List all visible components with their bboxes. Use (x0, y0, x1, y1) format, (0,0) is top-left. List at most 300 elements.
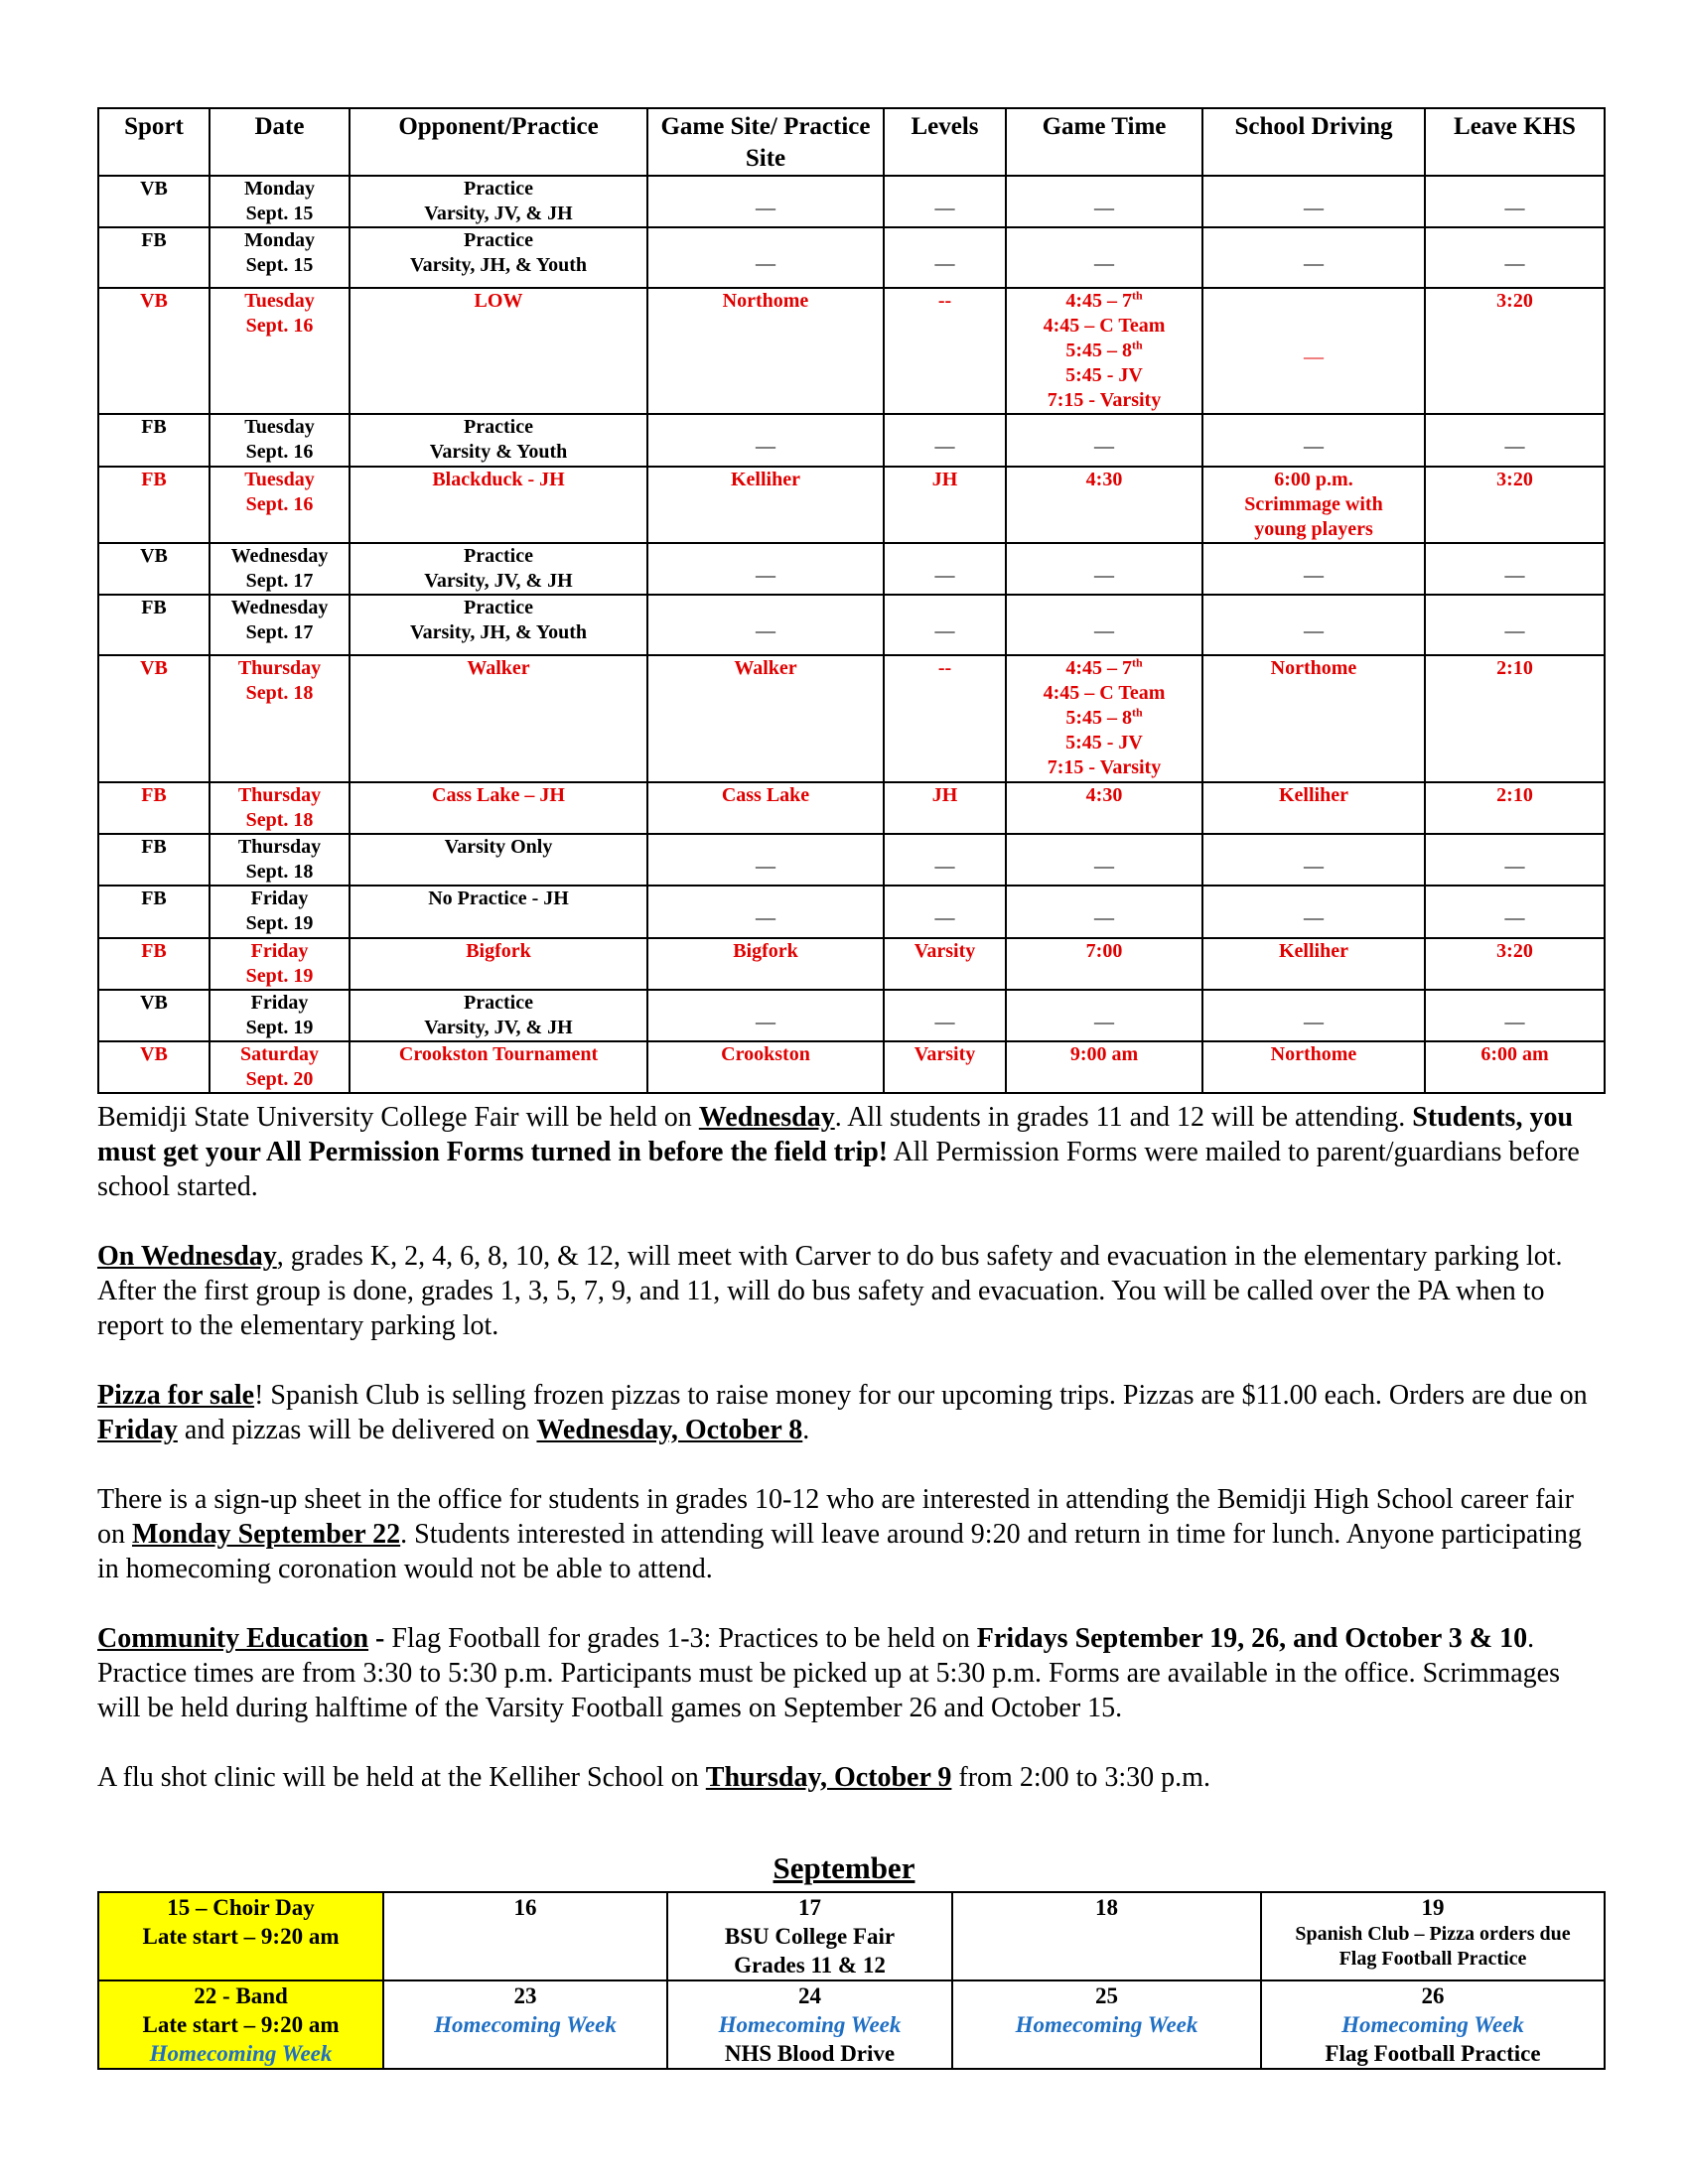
cell-opponent (350, 834, 647, 886)
cell-site (647, 782, 884, 834)
calendar-day (98, 1892, 383, 1980)
cell-site (647, 227, 884, 288)
cell-line: FB (141, 469, 167, 490)
calendar-day (383, 1980, 667, 2069)
cell-line: Tuesday (244, 469, 315, 490)
cell-time (1006, 543, 1202, 595)
cell-driving (1202, 938, 1425, 990)
cell-leave (1425, 414, 1605, 467)
cell-line: __ (1504, 900, 1525, 922)
cell-site (647, 886, 884, 938)
text: from 2:00 to 3:30 p.m. (951, 1762, 1210, 1793)
homecoming-label: Homecoming Week (1015, 2012, 1198, 2037)
cell-date (210, 655, 350, 782)
cell-site (647, 1041, 884, 1093)
cell-line: Scrimmage with (1244, 493, 1383, 515)
emphasis: Wednesday (698, 1102, 835, 1133)
cell-date (210, 886, 350, 938)
cell-time (1006, 595, 1202, 655)
cell-line: Bigfork (733, 940, 798, 962)
cell-line: Friday (250, 940, 309, 962)
cell-line: Kelliher (731, 469, 800, 490)
cell-line: __ (756, 1004, 775, 1026)
cell-line: Sept. 16 (245, 441, 314, 463)
cell-line: Cass Lake – JH (432, 784, 565, 806)
cell-driving (1202, 886, 1425, 938)
cell-line: Tuesday (244, 416, 315, 438)
cell-leave (1425, 1041, 1605, 1093)
calendar-week (98, 1892, 1605, 1980)
cell-date (210, 938, 350, 990)
college-fair-note (97, 1100, 1607, 1204)
cell-levels (884, 834, 1006, 886)
cell-line: Monday (243, 178, 316, 200)
cell-line: __ (1304, 614, 1324, 635)
cell-line: 7:15 - Varsity (1047, 389, 1162, 411)
cell-line: Sept. 20 (245, 1068, 314, 1090)
emphasis: Friday (97, 1415, 178, 1445)
cell-line: __ (1504, 429, 1525, 451)
cell-line: VB (140, 1043, 168, 1065)
cell-opponent (350, 543, 647, 595)
cell-levels (884, 227, 1006, 288)
cell-time (1006, 176, 1202, 227)
schedule-row (98, 176, 1605, 227)
schedule-row (98, 655, 1605, 782)
cell-line: young players (1254, 518, 1373, 540)
cell-time (1006, 288, 1202, 414)
cell-line: 4:45 – 7th (1065, 655, 1143, 679)
cell-site (647, 990, 884, 1041)
schedule-row (98, 886, 1605, 938)
cell-date (210, 288, 350, 414)
cell-opponent (350, 655, 647, 782)
text: . Practice times are from 3:30 to 5:30 p.m. Participants must be picked up at 5:30 p.m. Forms are available in the office. Scrimmages will be held during halftime of the Varsity Football games on September 26 and October 15. (97, 1623, 1561, 1723)
cell-site (647, 938, 884, 990)
cell-line: 3:20 (1496, 940, 1533, 962)
day-text: 16 (513, 1895, 537, 1920)
cell-opponent (350, 990, 647, 1041)
cell-line: Practice (464, 229, 533, 251)
career-fair-note (97, 1482, 1607, 1586)
cell-line: Thursday (237, 784, 322, 806)
cell-driving (1202, 227, 1425, 288)
emphasis: Pizza for sale (97, 1380, 255, 1411)
day-text: Late start – 9:20 am (142, 2012, 340, 2037)
cell-opponent (350, 467, 647, 543)
header-opponent: Opponent/Practice (350, 108, 647, 176)
day-text: BSU College Fair (724, 1924, 896, 1949)
cell-sport (98, 288, 210, 414)
cell-line: Crookston (721, 1043, 810, 1065)
cell-date (210, 990, 350, 1041)
cell-line: __ (1504, 190, 1525, 212)
calendar-day (667, 1980, 952, 2069)
cell-driving (1202, 595, 1425, 655)
cell-line: FB (141, 836, 167, 858)
cell-site (647, 834, 884, 886)
calendar-day (667, 1892, 952, 1980)
cell-driving (1202, 834, 1425, 886)
schedule-header-row (98, 108, 1605, 176)
cell-line: Varsity Only (444, 836, 553, 858)
cell-sport (98, 782, 210, 834)
cell-line: Kelliher (1279, 784, 1348, 806)
cell-line: __ (1304, 900, 1324, 922)
cell-line: Sept. 18 (245, 809, 314, 831)
cell-line: FB (141, 597, 167, 618)
emphasis: Fridays September 19, 26, and October 3 & 10 (976, 1623, 1528, 1654)
text: , grades K, 2, 4, 6, 8, 10, & 12, will meet with Carver to do bus safety and evacuation in the elementary parking lot. After the first group is done, grades 1, 3, 5, 7, 9, and 11, will do bus safety and evacuation. You will be called over the PA when to report to the elementary parking lot. (97, 1241, 1563, 1341)
cell-line: VB (140, 178, 168, 200)
emphasis: Community Education (97, 1623, 369, 1654)
cell-site (647, 467, 884, 543)
schedule-row (98, 467, 1605, 543)
cell-line: FB (141, 887, 167, 909)
calendar-day (383, 1892, 667, 1980)
cell-line: 2:10 (1496, 784, 1533, 806)
day-text: 17 (798, 1895, 821, 1920)
cell-time (1006, 467, 1202, 543)
cell-date (210, 543, 350, 595)
cell-sport (98, 938, 210, 990)
cell-opponent (350, 176, 647, 227)
cell-line: __ (756, 190, 775, 212)
cell-time (1006, 782, 1202, 834)
cell-line: Thursday (237, 836, 322, 858)
cell-line: Varsity & Youth (429, 441, 568, 463)
pizza-sale-note (97, 1378, 1607, 1447)
cell-line: __ (934, 614, 955, 635)
cell-line: __ (1304, 557, 1324, 580)
cell-line: __ (934, 1004, 955, 1026)
day-text: Late start – 9:20 am (142, 1924, 340, 1949)
schedule-row (98, 990, 1605, 1041)
cell-opponent (350, 886, 647, 938)
cell-leave (1425, 886, 1605, 938)
cell-line: __ (934, 848, 955, 871)
day-text: 26 (1421, 1983, 1445, 2008)
cell-time (1006, 938, 1202, 990)
cell-line: __ (756, 557, 775, 580)
homecoming-label: Homecoming Week (718, 2012, 902, 2037)
cell-leave (1425, 288, 1605, 414)
day-event: NHS Blood Drive (724, 2041, 896, 2066)
cell-line: Sept. 17 (245, 570, 314, 592)
cell-opponent (350, 414, 647, 467)
cell-leave (1425, 543, 1605, 595)
cell-date (210, 176, 350, 227)
cell-line: __ (1094, 190, 1114, 212)
cell-line: 3:20 (1496, 469, 1533, 490)
cell-time (1006, 834, 1202, 886)
cell-sport (98, 595, 210, 655)
cell-levels (884, 595, 1006, 655)
cell-line: VB (140, 290, 168, 312)
cell-line: 5:45 – 8th (1065, 338, 1143, 361)
cell-line: 5:45 – 8th (1065, 705, 1143, 729)
cell-opponent (350, 595, 647, 655)
cell-line: 7:00 (1085, 940, 1123, 962)
header-levels: Levels (884, 108, 1006, 176)
emphasis: Monday September 22 (132, 1519, 401, 1550)
cell-date (210, 595, 350, 655)
day-text: 18 (1095, 1895, 1118, 1920)
cell-time (1006, 886, 1202, 938)
cell-line: __ (1304, 340, 1324, 361)
cell-line: Sept. 15 (245, 254, 314, 276)
cell-time (1006, 414, 1202, 467)
cell-date (210, 414, 350, 467)
cell-line: __ (1094, 848, 1114, 871)
cell-line: No Practice - JH (428, 887, 569, 909)
cell-line: Varsity, JH, & Youth (410, 254, 587, 276)
emphasis: Students, you must get your All Permission Forms turned in before the field trip! (97, 1102, 1574, 1167)
text: A flu shot clinic will be held at the Kelliher School on (97, 1762, 706, 1793)
cell-sport (98, 414, 210, 467)
day-event: Flag Football Practice (1325, 2041, 1541, 2066)
cell-levels (884, 655, 1006, 782)
cell-driving (1202, 655, 1425, 782)
cell-driving (1202, 176, 1425, 227)
cell-driving (1202, 288, 1425, 414)
calendar-week (98, 1980, 1605, 2069)
cell-time (1006, 990, 1202, 1041)
cell-line: __ (1504, 614, 1525, 635)
cell-levels (884, 886, 1006, 938)
cell-levels (884, 543, 1006, 595)
cell-line: __ (934, 900, 955, 922)
emphasis: Wednesday, October 8 (536, 1415, 803, 1445)
flag-football-note (97, 1621, 1607, 1725)
cell-line: VB (140, 545, 168, 567)
cell-line: __ (1304, 1004, 1324, 1026)
cell-line: Practice (464, 597, 533, 618)
cell-line: __ (934, 246, 955, 268)
cell-line: __ (1504, 557, 1525, 580)
cell-line: Walker (734, 657, 797, 679)
cell-line: __ (1304, 429, 1324, 451)
cell-line: Sept. 16 (245, 315, 314, 337)
cell-sport (98, 990, 210, 1041)
schedule-row (98, 595, 1605, 655)
cell-line: __ (1504, 848, 1525, 871)
schedule-row (98, 543, 1605, 595)
cell-driving (1202, 467, 1425, 543)
cell-opponent (350, 288, 647, 414)
cell-opponent (350, 782, 647, 834)
cell-line: Northome (722, 290, 809, 312)
cell-sport (98, 1041, 210, 1093)
cell-line: Sept. 16 (245, 493, 314, 515)
cell-line: Walker (467, 657, 530, 679)
day-text: 19 (1421, 1895, 1445, 1920)
cell-leave (1425, 990, 1605, 1041)
schedule-body (98, 176, 1605, 1093)
cell-date (210, 1041, 350, 1093)
day-text: Grades 11 & 12 (734, 1953, 886, 1978)
cell-leave (1425, 938, 1605, 990)
cell-line: __ (1094, 614, 1114, 635)
cell-levels (884, 990, 1006, 1041)
cell-line: Northome (1270, 657, 1357, 679)
cell-line: Sept. 15 (245, 203, 314, 224)
cell-line: __ (1094, 246, 1114, 268)
day-event: Flag Football Practice (1338, 1948, 1527, 1970)
homecoming-label: Homecoming Week (149, 2041, 333, 2066)
schedule-row (98, 414, 1605, 467)
cell-site (647, 655, 884, 782)
cell-line: Varsity, JV, & JH (424, 570, 573, 592)
cell-line: Varsity, JV, & JH (424, 1017, 573, 1038)
cell-leave (1425, 655, 1605, 782)
cell-date (210, 467, 350, 543)
cell-leave (1425, 467, 1605, 543)
day-text: 24 (798, 1983, 821, 2008)
cell-line: Varsity (914, 940, 976, 962)
cell-line: Monday (243, 229, 316, 251)
cell-line: 3:20 (1496, 290, 1533, 312)
cell-sport (98, 227, 210, 288)
cell-line: Bigfork (466, 940, 531, 962)
cell-line: 4:45 – 7th (1065, 288, 1143, 312)
cell-line: 2:10 (1496, 657, 1533, 679)
text: Flag Football for grades 1-3: Practices to be held on (391, 1623, 977, 1654)
cell-line: Northome (1270, 1043, 1357, 1065)
cell-site (647, 414, 884, 467)
calendar-day (98, 1980, 383, 2069)
cell-leave (1425, 834, 1605, 886)
cell-line: 4:30 (1085, 469, 1123, 490)
cell-driving (1202, 1041, 1425, 1093)
cell-line: Friday (250, 992, 309, 1014)
cell-leave (1425, 227, 1605, 288)
text: Bemidji State University College Fair will be held on (97, 1102, 699, 1133)
cell-leave (1425, 595, 1605, 655)
homecoming-label: Homecoming Week (1341, 2012, 1524, 2037)
text: There is a sign-up sheet in the office for students in grades 10-12 who are interested in attending the Bemidji High School career fair on (97, 1484, 1574, 1550)
cell-line: Practice (464, 545, 533, 567)
bus-safety-note (97, 1239, 1607, 1343)
cell-line: Practice (464, 992, 533, 1014)
cell-line: __ (1304, 246, 1324, 268)
cell-line: FB (141, 940, 167, 962)
day-text: 25 (1095, 1983, 1118, 2008)
day-text: 22 - Band (194, 1983, 288, 2008)
cell-line: __ (934, 429, 955, 451)
cell-line: __ (934, 557, 955, 580)
text: and pizzas will be delivered on (177, 1415, 537, 1445)
homecoming-label: Homecoming Week (434, 2012, 617, 2037)
cell-opponent (350, 938, 647, 990)
cell-line: Thursday (237, 657, 322, 679)
cell-line: __ (934, 190, 955, 212)
schedule-row (98, 938, 1605, 990)
header-sport: Sport (98, 108, 210, 176)
cell-opponent (350, 227, 647, 288)
schedule-row (98, 834, 1605, 886)
cell-line: Wednesday (230, 545, 329, 567)
cell-line: FB (141, 229, 167, 251)
cell-date (210, 227, 350, 288)
cell-levels (884, 288, 1006, 414)
cell-line: Varsity, JH, & Youth (410, 621, 587, 643)
day-event: Spanish Club – Pizza orders due (1295, 1923, 1571, 1945)
cell-line: Friday (250, 887, 309, 909)
cell-site (647, 288, 884, 414)
cell-date (210, 782, 350, 834)
cell-line: 5:45 - JV (1065, 364, 1143, 386)
cell-site (647, 595, 884, 655)
emphasis: Thursday, October 9 (705, 1762, 952, 1793)
cell-line: -- (937, 290, 952, 312)
flu-shot-note (97, 1760, 1607, 1795)
calendar-day (952, 1980, 1261, 2069)
cell-line: 6:00 p.m. (1274, 469, 1353, 490)
schedule-table (97, 107, 1606, 1094)
cell-levels (884, 467, 1006, 543)
cell-line: VB (140, 992, 168, 1014)
cell-levels (884, 414, 1006, 467)
cell-line: 6:00 am (1480, 1043, 1549, 1065)
text: . (802, 1415, 810, 1445)
cell-line: Cass Lake (721, 784, 810, 806)
text: All Permission Forms were mailed to parent/guardians before school started. (97, 1137, 1580, 1202)
cell-opponent (350, 1041, 647, 1093)
cell-sport (98, 655, 210, 782)
cell-leave (1425, 782, 1605, 834)
cell-sport (98, 467, 210, 543)
header-leave-khs: Leave KHS (1425, 108, 1605, 176)
cell-line: __ (1504, 246, 1525, 268)
cell-line: Sept. 19 (245, 965, 314, 987)
cell-line: __ (756, 848, 775, 871)
cell-line: Blackduck - JH (432, 469, 565, 490)
cell-line: -- (937, 657, 952, 679)
cell-leave (1425, 176, 1605, 227)
cell-line: 4:45 – C Team (1043, 682, 1166, 704)
cell-line: Wednesday (230, 597, 329, 618)
cell-driving (1202, 782, 1425, 834)
text: - (368, 1623, 392, 1654)
cell-driving (1202, 414, 1425, 467)
cell-line: Practice (464, 416, 533, 438)
cell-time (1006, 227, 1202, 288)
cell-time (1006, 655, 1202, 782)
cell-line: FB (141, 784, 167, 806)
cell-levels (884, 782, 1006, 834)
announcements (97, 1100, 1607, 1830)
cell-line: __ (756, 429, 775, 451)
cell-line: __ (1304, 848, 1324, 871)
cell-line: Sept. 19 (245, 912, 314, 934)
cell-line: __ (1094, 429, 1114, 451)
cell-line: 4:30 (1085, 784, 1123, 806)
cell-line: __ (1094, 557, 1114, 580)
calendar-day (952, 1892, 1261, 1980)
text: . All students in grades 11 and 12 will be attending. (834, 1102, 1413, 1133)
cell-line: JH (931, 469, 958, 490)
cell-line: Practice (464, 178, 533, 200)
cell-line: FB (141, 416, 167, 438)
cell-line: 7:15 - Varsity (1047, 756, 1162, 778)
text: . Students interested in attending will leave around 9:20 and return in time for lunch. Anyone participating in homecoming coronation would not be able to attend. (97, 1519, 1582, 1584)
calendar-day (1261, 1980, 1605, 2069)
cell-line: Sept. 18 (245, 682, 314, 704)
text: ! Spanish Club is selling frozen pizzas to raise money for our upcoming trips. Pizzas are $11.00 each. Orders are due on (254, 1380, 1588, 1411)
schedule-row (98, 1041, 1605, 1093)
cell-line: Saturday (240, 1043, 319, 1065)
